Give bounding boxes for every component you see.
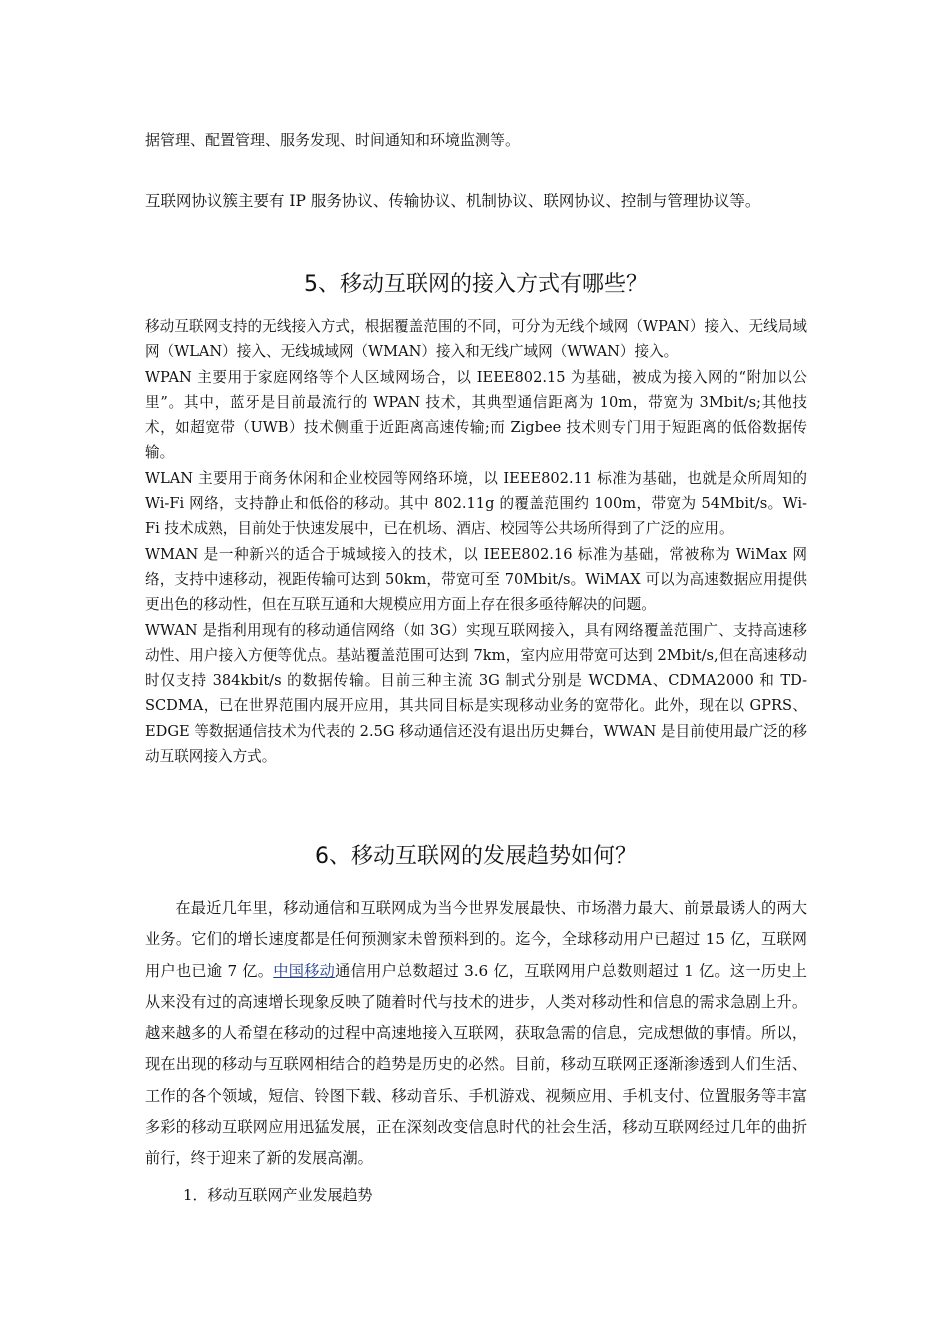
development-trend-paragraph	[145, 893, 807, 1175]
protocol-suite-paragraph: 互联网协议簇主要有 IP 服务协议、传输协议、机制协议、联网协议、控制与管理协议等。	[145, 192, 761, 210]
section-6-heading: 6、移动互联网的发展趋势如何？	[315, 844, 637, 869]
trend-text-part-1: 在最近几年里，移动通信和互联网成为当今世界发展最快、市场潜力最大、前景最诱人的两大业务。它们的增长速度都是任何预测家未曾预料到的。迄今，全球移动用户已超过 15 亿，互联网用户也已逾 7 亿。	[145, 899, 807, 980]
china-mobile-link[interactable]: 中国移动	[273, 961, 336, 980]
wlan-paragraph: WLAN 主要用于商务休闲和企业校园等网络环境，以 IEEE802.11 标准为基础，也就是众所周知的 Wi-Fi 网络，支持静止和低俗的移动。其中 802.11g 的覆盖范围约 100m，带宽为 54Mbit/s。Wi-Fi 技术成熟，目前处于快速发展中，已在机场、酒店、校园等公共场所得到了广泛的应用。	[145, 469, 807, 538]
list-item-industry-trend: 1．移动互联网产业发展趋势	[183, 1186, 373, 1204]
access-methods-paragraph: 移动互联网支持的无线接入方式，根据覆盖范围的不同，可分为无线个域网（WPAN）接入、无线局域网（WLAN）接入、无线城域网（WMAN）接入和无线广域网（WWAN）接入。	[145, 318, 807, 361]
section-5-body	[145, 314, 807, 769]
wman-paragraph: WMAN 是一种新兴的适合于城域接入的技术，以 IEEE802.16 标准为基础，常被称为 WiMax 网络，支持中速移动，视距传输可达到 50km，带宽可至 70Mbit/s。WiMAX 可以为高速数据应用提供更出色的移动性，但在互联互通和大规模应用方面上存在很多亟待解决的问题。	[145, 545, 807, 614]
wwan-paragraph: WWAN 是指利用现有的移动通信网络（如 3G）实现互联网接入，具有网络覆盖范围广、支持高速移动性、用户接入方便等优点。基站覆盖范围可达到 7km，室内应用带宽可达到 2Mbit/s,但在高速移动时仅支持 384kbit/s 的数据传输。目前三种主流 3G 制式分别是 WCDMA、CDMA2000 和 TD-SCDMA，已在世界范围内展开应用，其共同目标是实现移动业务的宽带化。此外，现在以 GPRS、EDGE 等数据通信技术为代表的 2.5G 移动通信还没有退出历史舞台，WWAN 是目前使用最广泛的移动互联网接入方式。	[145, 621, 807, 766]
continuation-paragraph: 据管理、配置管理、服务发现、时间通知和环境监测等。	[145, 131, 521, 149]
trend-text-part-2: 通信用户总数超过 3.6 亿，互联网用户总数则超过 1 亿。这一历史上从来没有过的高速增长现象反映了随着时代与技术的进步，人类对移动性和信息的需求急剧上升。越来越多的人希望在移动的过程中高速地接入互联网，获取急需的信息，完成想做的事情。所以，现在出现的移动与互联网相结合的趋势是历史的必然。目前，移动互联网正逐渐渗透到人们生活、工作的各个领域，短信、铃图下载、移动音乐、手机游戏、视频应用、手机支付、位置服务等丰富多彩的移动互联网应用迅猛发展，正在深刻改变信息时代的社会生活，移动互联网经过几年的曲折前行，终于迎来了新的发展高潮。	[145, 961, 807, 1168]
wpan-paragraph: WPAN 主要用于家庭网络等个人区域网场合，以 IEEE802.15 为基础，被成为接入网的“附加以公里”。其中，蓝牙是目前最流行的 WPAN 技术，其典型通信距离为 10m，带宽为 3Mbit/s;其他技术，如超宽带（UWB）技术侧重于近距离高速传输;而 Zigbee 技术则专门用于短距离的低俗数据传输。	[145, 368, 807, 462]
section-5-heading: 5、移动互联网的接入方式有哪些？	[304, 272, 648, 297]
